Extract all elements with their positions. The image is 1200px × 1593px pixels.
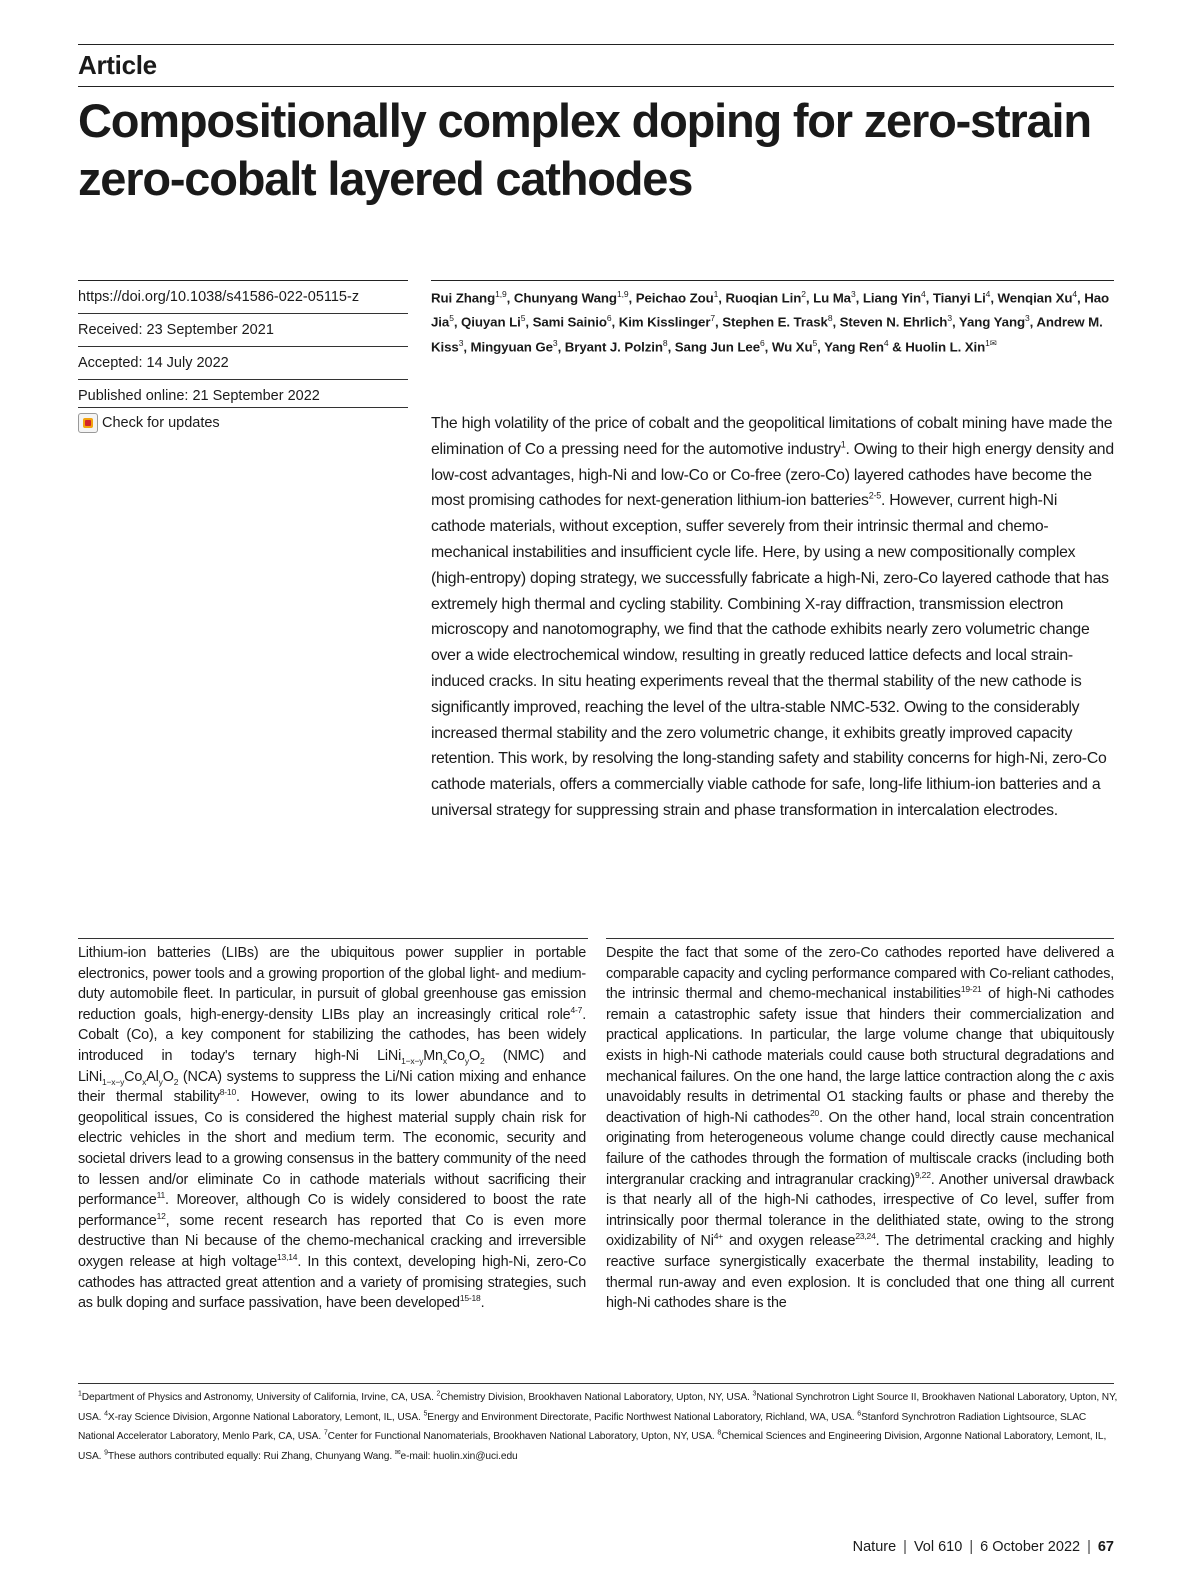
footnote-text: X-ray Science Division, Argonne National Laboratory, Lemont, IL, USA. — [107, 1411, 424, 1423]
footnote-marker: 6 — [857, 1410, 862, 1418]
body-text: Lithium-ion batteries (LIBs) are the ubiquitous power supplier in portable electronics, power tools and a growing proportion of the global light- and medium-duty automobile fleet. In particular, in pursuit of global greenhouse gas emission reduction goals, high-energy-density LIBs play an increasingly critical role — [78, 945, 586, 1023]
author-affiliation: 6 — [760, 337, 765, 348]
author-affiliation: 2 — [801, 289, 806, 299]
abstract-text: The high volatility of the price of cobalt and the geopolitical limitations of cobalt mining have made the elimination of Co a pressing need for the automotive industry — [431, 415, 1113, 458]
body-text: . However, owing to its lower abundance and to geopolitical issues, Co is considered the highest material supply chain risk for electric vehicles in the short and medium term. The economic, security and societal drivers lead to a growing consensus in the battery community of the need to lessen and/or eliminate Co in cathode materials without sacrificing their performance — [78, 1089, 586, 1209]
footnote-text: Department of Physics and Astronomy, University of California, Irvine, CA, USA. — [81, 1392, 437, 1403]
footnote-text: Chemistry Division, Brookhaven National Laboratory, Upton, NY, USA. — [440, 1392, 753, 1403]
citation[interactable]: 8-10 — [219, 1087, 236, 1098]
body-text: , some recent research has reported that Co is even more destructive than Ni because of the chemo-mechanical cracking and irreversible oxygen release at high voltage — [78, 1212, 586, 1270]
footnote-marker: 7 — [323, 1429, 328, 1437]
affiliations-footnote — [78, 1388, 1118, 1466]
author-affiliation: 5 — [812, 337, 818, 348]
body-top-rule-right — [606, 938, 1114, 939]
author-name[interactable]: Steven N. Ehrlich — [839, 314, 948, 330]
author-name[interactable]: Yang Yang — [958, 314, 1026, 330]
citation[interactable]: 13,14 — [277, 1252, 298, 1263]
author-affiliation: 4 — [985, 289, 991, 299]
author-name[interactable]: Ruoqian Lin — [725, 290, 802, 306]
footnote-text: e-mail: huolin.xin@uci.edu — [400, 1450, 518, 1462]
abstract — [431, 411, 1115, 824]
subscript: x — [442, 1055, 447, 1066]
volume: Vol 610 — [913, 1539, 963, 1555]
body-text: . Moreover, although Co is widely considered to boost the rate performance — [78, 1192, 586, 1229]
body-text: . The detrimental cracking and highly reactive surface synergistically exacerbate the thermal instability, leading to thermal run-away and even explosion. It is concluded that one thing all current high-Ni cathodes share is the — [606, 1233, 1114, 1312]
author-affiliation: 3 — [947, 313, 952, 324]
author-affiliation: 1,9 — [495, 289, 507, 299]
author-name[interactable]: Chunyang Wang — [513, 290, 617, 306]
citation[interactable]: 2-5 — [868, 491, 881, 502]
article-type: Article — [78, 50, 157, 80]
separator: | — [903, 1539, 907, 1555]
citation[interactable]: 9,22 — [914, 1169, 931, 1180]
author-affiliation: 3 — [458, 337, 464, 348]
author-affiliation: 8 — [827, 313, 833, 324]
author-name[interactable]: Qiuyan Li — [461, 314, 521, 330]
received-date: Received: 23 September 2021 — [78, 313, 408, 346]
author-affiliation: 3 — [850, 289, 856, 299]
body-text: (NMC) and LiNi — [78, 1047, 586, 1085]
author-name[interactable]: Wenqian Xu — [997, 290, 1073, 306]
citation[interactable]: 1 — [840, 439, 846, 450]
subscript: y — [464, 1055, 469, 1066]
abstract-text: . Owing to their high energy density and low-cost advantages, high-Ni and low-Co or Co-free (zero-Co) layered cathodes have become the most promising cathodes for next-generation lithium-ion batteries — [431, 440, 1114, 510]
footnote-text: Center for Functional Nanomaterials, Brookhaven National Laboratory, Upton, NY, USA. — [327, 1431, 718, 1442]
footnote-marker: 1 — [78, 1390, 82, 1398]
check-for-updates[interactable] — [78, 413, 220, 433]
body-text: and oxygen release — [723, 1233, 856, 1250]
body-text: O — [468, 1047, 480, 1064]
footnote-marker: 4 — [104, 1410, 108, 1418]
body-text: Despite the fact that some of the zero-Co cathodes reported have delivered a comparable capacity and cycling performance compared with Co-reliant cathodes, the intrinsic thermal and chemo-mechanical instabilities — [606, 945, 1114, 1003]
subscript: 1−x−y — [102, 1076, 125, 1087]
subscript: 1−x−y — [401, 1055, 424, 1066]
footnote-marker: 3 — [752, 1390, 757, 1398]
author-affiliation: 3 — [552, 337, 558, 348]
author-name[interactable]: Stephen E. Trask — [722, 314, 828, 330]
citation[interactable]: 20 — [810, 1107, 820, 1118]
body-text: O — [162, 1068, 174, 1085]
body-text: (NCA) systems to suppress the Li/Ni cation mixing and enhance their thermal stability — [78, 1068, 586, 1106]
body-text: . — [480, 1295, 485, 1312]
body-text: Co — [124, 1068, 143, 1085]
footnote-text: Stanford Synchrotron Radiation Lightsource, SLAC National Accelerator Laboratory, Menlo Park, CA, USA. — [78, 1411, 1087, 1442]
body-text: Co — [446, 1047, 465, 1064]
footnote-marker: ✉ — [394, 1449, 401, 1457]
citation[interactable]: 4-7 — [570, 1004, 583, 1015]
body-top-rule-left — [78, 938, 588, 939]
article-meta — [78, 281, 408, 412]
author-name[interactable]: Rui Zhang — [431, 290, 496, 306]
body-column-right — [606, 943, 1114, 1314]
author-name[interactable]: Sami Sainio — [532, 314, 607, 330]
author-affiliation: 4 — [883, 337, 889, 348]
author-name[interactable]: Kim Kisslinger — [618, 314, 711, 330]
author-affiliation: 5 — [449, 313, 454, 324]
author-name[interactable]: Liang Yin — [862, 290, 922, 306]
citation[interactable]: 12 — [156, 1210, 166, 1221]
author-affiliation: 6 — [606, 313, 612, 324]
body-column-left — [78, 943, 586, 1314]
author-name[interactable]: Yang Ren — [824, 339, 884, 355]
subscript: 2 — [479, 1055, 485, 1066]
author-name[interactable]: Peichao Zou — [635, 290, 714, 306]
author-name[interactable]: Hao Jia — [431, 290, 1110, 330]
body-text: . In this context, developing high-Ni, zero-Co cathodes has attracted great attention and a variety of promising strategies, such as bulk doping and surface passivation, have been developed — [78, 1253, 586, 1312]
author-affiliation: 4 — [921, 289, 926, 299]
subscript: x — [142, 1076, 147, 1087]
superscript: 4+ — [713, 1231, 724, 1242]
citation[interactable]: 11 — [156, 1190, 166, 1201]
footnote-marker: 9 — [104, 1449, 108, 1457]
abstract-text: . However, current high-Ni cathode materials, without exception, suffer severely from their intrinsic thermal and chemo-mechanical instabilities and insufficient cycle life. Here, by using a new compositionally complex (high-entropy) doping strategy, we successfully fabricate a high-Ni, zero-Co layered cathode that has extremely high thermal and cycling stability. Combining X-ray diffraction, transmission electron microscopy and nanotomography, we find that the cathode exhibits nearly zero volumetric change over a wide electrochemical window, resulting in greatly reduced lattice defects and local strain-induced cracks. In situ heating experiments reveal that the thermal stability of the new cathode is significantly improved, reaching the level of the ultra-stable NMC-532. Owing to the considerably increased thermal stability and the zero volumetric change, it exhibits greatly improved capacity retention. This work, by resolving the long-standing safety and stability concerns for high-Ni, zero-Co cathode materials, offers a commercially viable cathode for safe, long-life lithium-ion batteries and a universal strategy for suppressing strain and phase transformation in intercalation electrodes. — [431, 492, 1109, 819]
italic-text: c — [1078, 1068, 1086, 1085]
kicker-rule — [78, 86, 1114, 87]
subscript: 2 — [173, 1076, 179, 1087]
meta-bottom-rule — [78, 407, 408, 408]
top-rule — [78, 44, 1114, 45]
body-text: . On the other hand, local strain concentration originating from heterogeneous volume change could directly cause mechanical failure of the cathodes through the formation of multiscale cracks (including both intergranular cracking and intragranular cracking) — [606, 1109, 1114, 1188]
authors-top-rule — [431, 280, 1114, 281]
separator: | — [1087, 1539, 1091, 1555]
author-name[interactable]: Bryant J. Polzin — [564, 339, 663, 355]
author-name[interactable]: Lu Ma — [813, 290, 851, 306]
body-text: axis unavoidably results in detrimental O1 stacking faults or phase and thereby the deactivation of high-Ni cathodes — [606, 1068, 1114, 1126]
author-name[interactable]: Tianyi Li — [932, 290, 986, 306]
subscript: y — [158, 1076, 163, 1087]
body-text: . Another universal drawback is that nearly all of the high-Ni cathodes, irrespective of Co level, suffer from intrinsically poor thermal tolerance in the delithiated state, owing to the strong oxidizability of Ni — [606, 1171, 1114, 1250]
doi-link[interactable]: https://doi.org/10.1038/s41586-022-05115-z — [78, 289, 360, 305]
author-name[interactable]: Mingyuan Ge — [470, 339, 553, 355]
footnote-marker: 8 — [717, 1429, 722, 1437]
body-text: . Cobalt (Co), a key component for stabilizing the cathodes, has been widely introduced in today's ternary high-Ni LiNi — [78, 1006, 586, 1064]
footnote-marker: 2 — [436, 1390, 441, 1398]
author-name[interactable]: Wu Xu — [771, 339, 813, 355]
citation[interactable]: 15-18 — [459, 1293, 481, 1304]
author-name[interactable]: Sang Jun Lee — [674, 339, 761, 355]
footnote-text: National Synchrotron Light Source II, Brookhaven National Laboratory, Upton, NY, USA. — [78, 1392, 1118, 1423]
author-name[interactable]: Andrew M. Kiss — [431, 314, 1103, 355]
author-affiliation: 1 — [713, 289, 719, 299]
accepted-date: Accepted: 14 July 2022 — [78, 346, 408, 379]
body-text: Mn — [423, 1047, 443, 1064]
page-footer — [853, 1539, 1114, 1555]
author-name[interactable]: Huolin L. Xin — [905, 339, 986, 355]
body-text: of high-Ni cathodes remain a catastrophic safety issue that hinders their commercialization and practical applications. In particular, the large volume change that ubiquitously exists in high-Ni cathode materials could cause both structural degradations and mechanical failures. On the one hand, the large lattice contraction along the — [606, 986, 1114, 1085]
footnote-text: Energy and Environment Directorate, Pacific Northwest National Laboratory, Richland, WA, USA. — [427, 1411, 858, 1423]
author-affiliation: 1,9 — [616, 289, 629, 299]
article-title: Compositionally complex doping for zero-strain zero-cobalt layered cathodes — [78, 94, 1091, 205]
footnote-rule — [78, 1383, 1114, 1384]
check-updates-label: Check for updates — [102, 415, 220, 431]
citation[interactable]: 19-21 — [960, 984, 982, 995]
footnote-marker: 5 — [423, 1410, 428, 1418]
author-affiliation: 8 — [662, 337, 668, 348]
footnote-text: These authors contributed equally: Rui Zhang, Chunyang Wang. — [107, 1450, 395, 1462]
author-affiliation: 1✉ — [985, 337, 997, 348]
citation[interactable]: 23,24 — [855, 1231, 876, 1242]
author-affiliation: 4 — [1072, 289, 1078, 299]
page-number: 67 — [1097, 1539, 1114, 1555]
author-affiliation: 5 — [520, 313, 526, 324]
journal-name: Nature — [852, 1539, 897, 1555]
author-affiliation: 3 — [1025, 313, 1030, 324]
issue-date: 6 October 2022 — [980, 1539, 1081, 1555]
author-list: Rui Zhang$^{1,9}$, Chunyang Wang$^{1,9}$, Peichao Zou$^1$, Ruoqian Lin$^2$, Lu Ma$^3$, Liang Yin$^4$, Tianyi Li$^4$, Wenqian Xu$^4$, Hao Jia$^5$, Qiuyan Li$^5$, Sami Sainio$^6$, Kim Kisslinger$^7$, Stephen E. Trask$^8$, Steven N. Ehrlich$^3$, Yang Yang$^3$, Andrew M. Kiss$^3$, Mingyuan Ge$^3$, Bryant J. Polzin$^8$, Sang Jun Lee$^6$, Wu Xu$^5$, Yang Ren$^4$ & Huolin L. Xin$^{1✉}$ — [431, 289, 1110, 355]
published-date: Published online: 21 September 2022 — [78, 379, 408, 412]
author-affiliation: 7 — [710, 313, 716, 324]
body-text: Al — [146, 1068, 159, 1085]
separator: | — [969, 1539, 974, 1555]
footnote-text: Chemical Sciences and Engineering Division, Argonne National Laboratory, Lemont, IL, USA. — [78, 1431, 1107, 1462]
check-updates-icon — [78, 413, 98, 433]
